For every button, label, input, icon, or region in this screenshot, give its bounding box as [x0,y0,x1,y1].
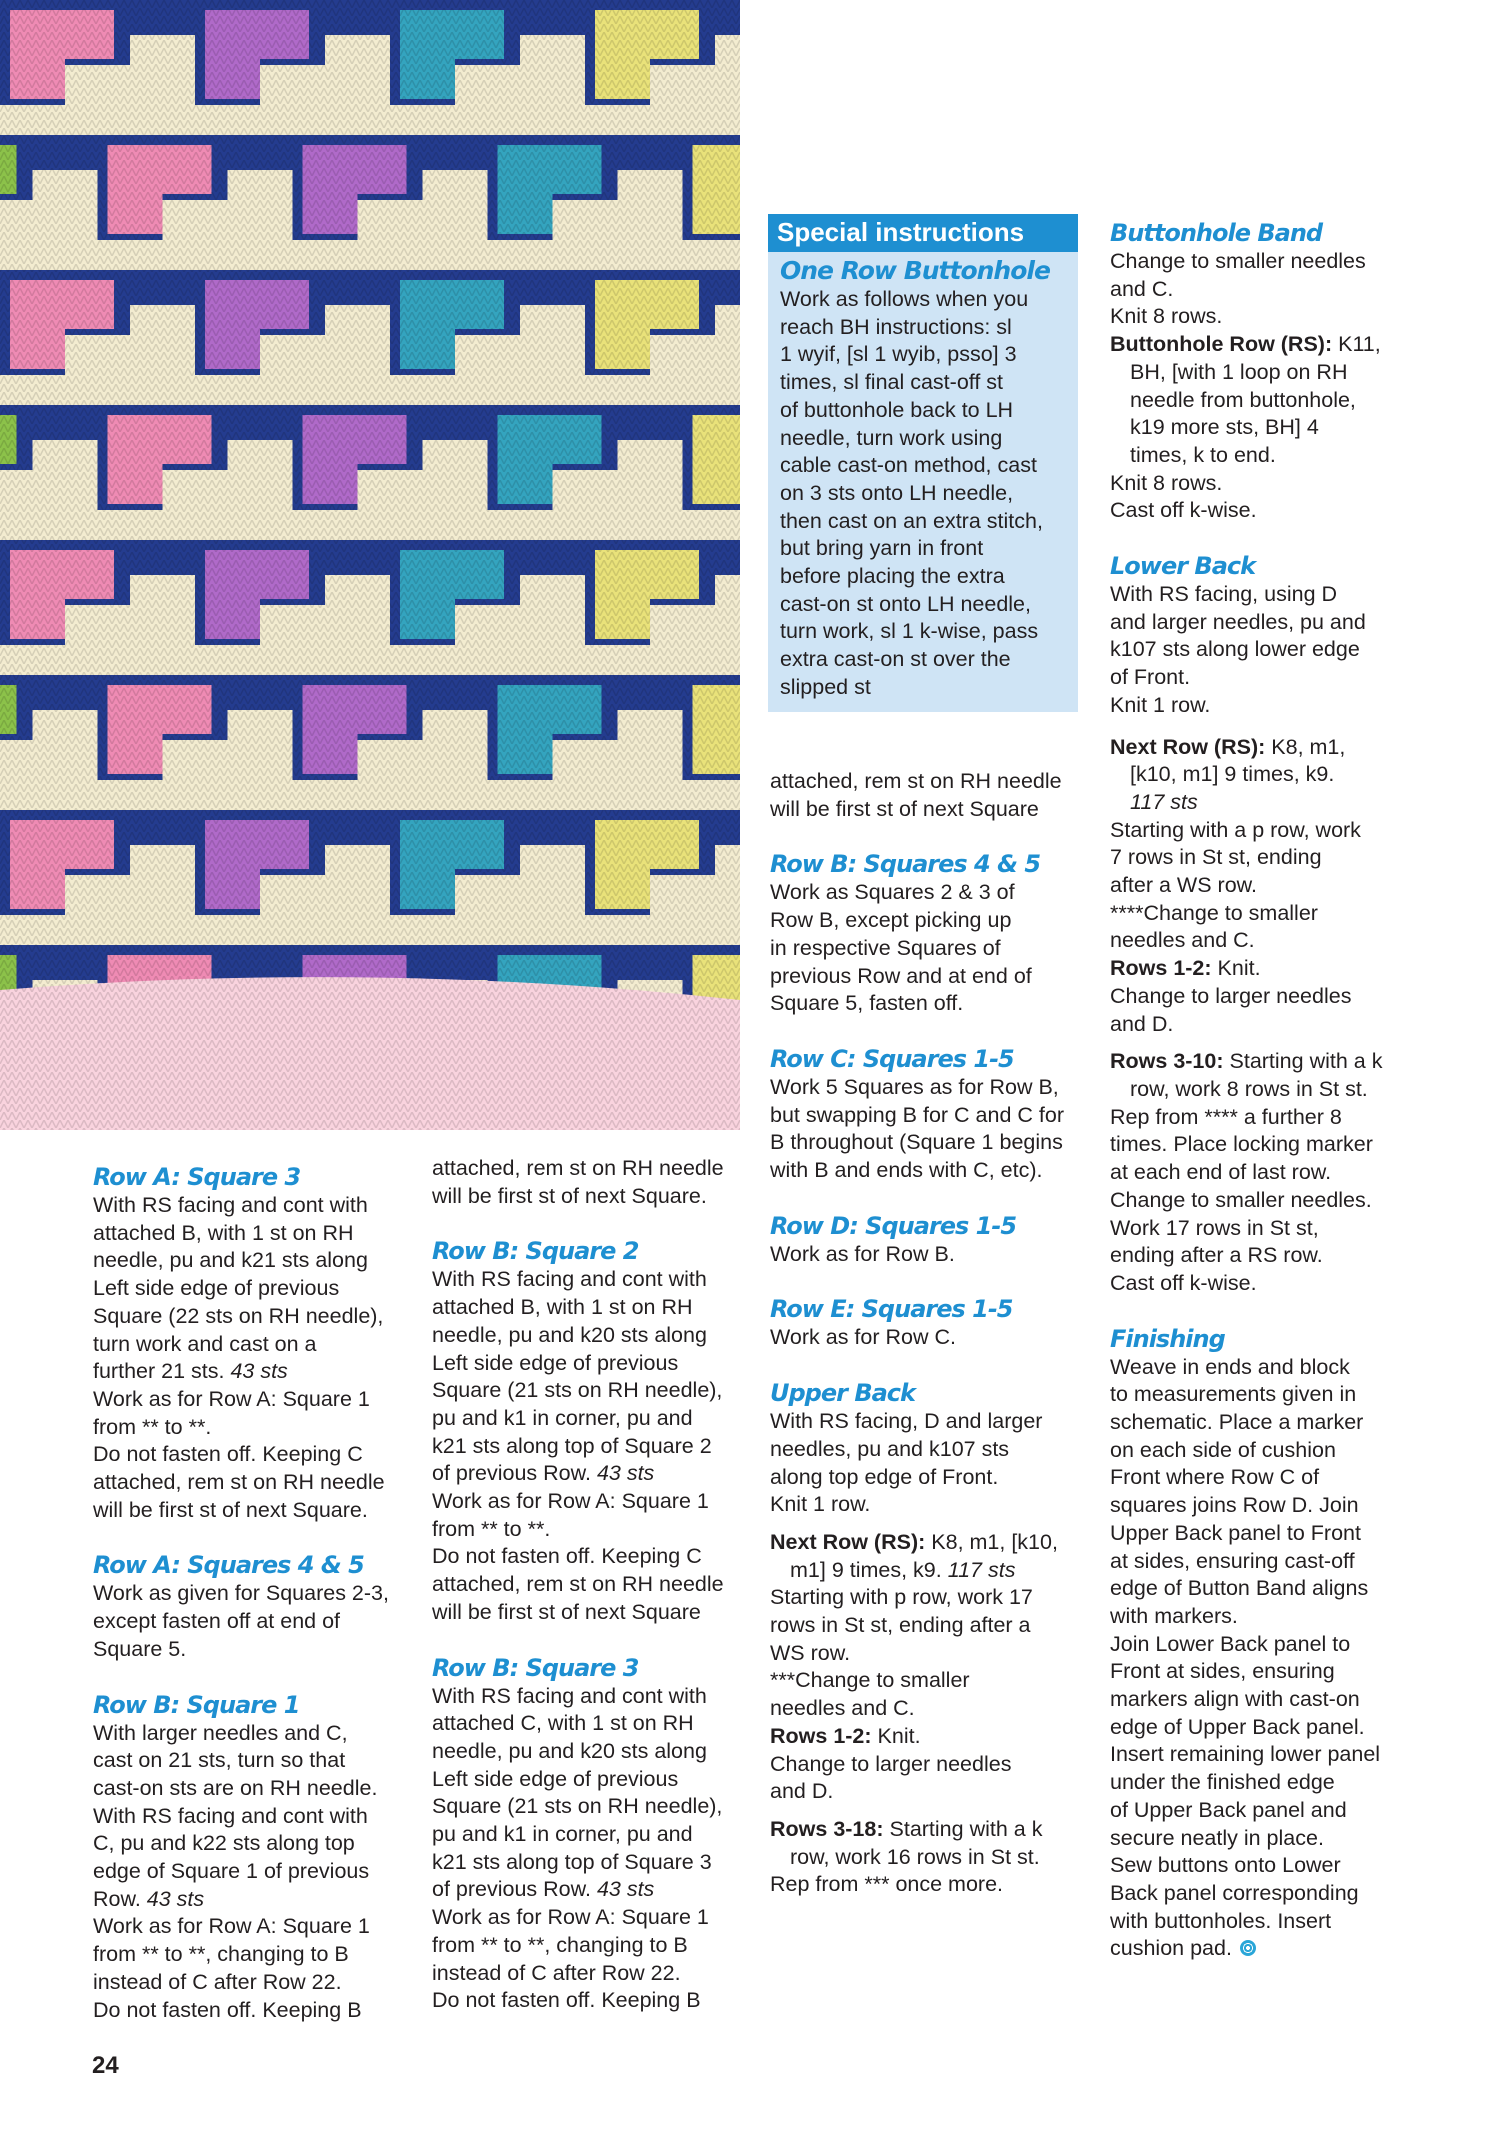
stitch-count: 43 sts [146,1886,205,1911]
text-line: Work as for Row B. [770,1241,955,1266]
text-line: Change to smaller needles [1110,249,1366,273]
text-line: attached, rem st on RH needle [432,1572,724,1597]
text-line: but bring yarn in front [780,536,984,561]
text-line: Square (22 sts on RH needle), [93,1303,384,1328]
text-line: cast on 21 sts, turn so that [93,1748,346,1773]
text-line: with B and ends with C, etc). [770,1158,1043,1183]
text-line: Left side edge of previous [93,1276,340,1301]
text-line: Change to larger needles [1110,983,1352,1008]
text-line: to measurements given in [1110,1382,1357,1407]
text-line: Left side edge of previous [432,1766,679,1791]
cushion-photo-illustration [0,0,740,1130]
text-line: pu and k1 in corner, pu and [432,1822,693,1847]
text-line: Do not fasten off. Keeping B [93,1997,362,2022]
text-line: Change to larger needles [770,1751,1012,1776]
text-line: attached B, with 1 st on RH [93,1220,354,1245]
text-line: Front where Row C of [1110,1465,1320,1490]
text-line [770,1816,1090,1844]
text-line: Starting with a p row, work [1110,817,1361,842]
text-fragment: K8, m1, [k10, [931,1529,1058,1554]
text-fragment: of previous Row. [432,1877,591,1902]
text-line: needle, turn work using [780,425,1003,450]
finishing-heading: Finishing [1110,1324,1225,1353]
text-line: With RS facing and cont with [432,1683,707,1708]
text-line: Knit 1 row. [1110,692,1211,717]
text-line: slipped st [780,674,871,699]
text-line: Work as for Row C. [770,1325,956,1350]
text-line: row, work 8 rows in St st. [1130,1076,1368,1101]
text-line: row, work 16 rows in St st. [790,1844,1040,1869]
text-line: Rep from **** a further 8 [1110,1104,1342,1129]
text-line [1110,734,1450,762]
text-line: from ** to **. [93,1414,212,1439]
special-instructions-box [768,214,1078,712]
text-line: rows in St st, ending after a [770,1613,1031,1638]
text-line: secure neatly in place. [1110,1825,1324,1850]
text-line [770,1529,1090,1557]
column-2 [432,1155,752,2015]
stitch-count: 117 sts [1130,789,1198,814]
text-line: times, k to end. [1130,442,1276,467]
text-line: edge of Button Band aligns [1110,1576,1369,1601]
text-fragment: Knit. [1217,956,1261,981]
text-line: Work as follows when you [780,287,1029,311]
text-line: schematic. Place a marker [1110,1410,1364,1435]
text-line: will be first st of next Square [770,796,1039,821]
text-line: With RS facing, using D [1110,582,1338,607]
text-line: attached, rem st on RH needle [770,769,1062,793]
text-line [1110,1048,1450,1076]
text-line: Work as for Row A: Square 1 [93,1914,370,1939]
upper-back-heading: Upper Back [770,1379,915,1408]
row-a-square-3-heading: Row A: Square 3 [93,1163,301,1191]
text-line: needle, pu and k20 sts along [432,1322,707,1347]
text-line: needles and C. [770,1696,915,1721]
text-line: k21 sts along top of Square 3 [432,1849,712,1874]
text-line: after a WS row. [1110,873,1257,898]
text-line: but swapping B for C and C for [770,1102,1064,1127]
text-line: Back panel corresponding [1110,1880,1359,1905]
row-c-squares-heading: Row C: Squares 1-5 [770,1044,1014,1073]
text-line: attached C, with 1 st on RH [432,1711,694,1736]
text-line: With RS facing and cont with [93,1193,368,1217]
text-line: before placing the extra [780,564,1005,589]
text-line [1110,955,1450,983]
stitch-count: 43 sts [596,1461,655,1486]
column-1 [93,1162,413,2024]
text-line: Knit 8 rows. [1110,470,1223,495]
text-line: cable cast-on method, cast [780,453,1037,478]
row-b-square-3-heading: Row B: Square 3 [432,1653,639,1682]
page-number: 24 [92,2052,119,2079]
text-line [93,1358,413,1386]
column-4 [1110,218,1450,1963]
row-b-squares-4-5-heading: Row B: Squares 4 & 5 [770,850,1041,879]
text-line: 1 wyif, [sl 1 wyib, psso] 3 [780,342,1017,367]
text-line: turn work, sl 1 k-wise, pass [780,619,1039,644]
row-label: Next Row (RS): [770,1529,926,1554]
text-line: With RS facing and cont with [93,1803,368,1828]
text-line: from ** to **. [432,1516,551,1541]
text-line: ****Change to smaller [1110,900,1318,925]
row-label: Rows 1-2: [770,1723,872,1748]
text-line: Knit 1 row. [770,1492,871,1517]
text-fragment: K11, [1338,332,1381,357]
text-line: Do not fasten off. Keeping B [432,1988,701,2013]
text-line: ending after a RS row. [1110,1243,1323,1268]
text-line: Work 5 Squares as for Row B, [770,1074,1059,1099]
text-line: and D. [770,1779,834,1804]
text-line: Weave in ends and block [1110,1354,1350,1379]
text-line: reach BH instructions: sl [780,314,1012,339]
text-line: on 3 sts onto LH needle, [780,480,1014,505]
row-label: Buttonhole Row (RS): [1110,332,1333,357]
end-mark-icon [1240,1940,1256,1956]
text-line [432,1460,752,1488]
text-line: Upper Back panel to Front [1110,1520,1361,1545]
text-line: of Front. [1110,665,1191,690]
text-line: k21 sts along top of Square 2 [432,1433,712,1458]
text-line: needle, pu and k21 sts along [93,1248,368,1273]
text-fragment: m1] 9 times, k9. [790,1557,942,1582]
text-line: cast-on st onto LH needle, [780,591,1031,616]
text-line: 7 rows in St st, ending [1110,845,1322,870]
text-line: attached, rem st on RH needle [432,1156,724,1180]
text-line: squares joins Row D. Join [1110,1493,1359,1518]
text-fragment: Starting with a k [1229,1049,1383,1074]
column-3 [770,768,1090,1899]
text-line: times. Place locking marker [1110,1132,1373,1157]
stitch-count: 43 sts [596,1877,655,1902]
text-fragment: Knit. [877,1723,921,1748]
text-line: Do not fasten off. Keeping C [432,1544,702,1569]
text-line: and D. [1110,1011,1174,1036]
text-line: attached, rem st on RH needle [93,1470,385,1495]
text-line: Sew buttons onto Lower [1110,1853,1341,1878]
text-line: then cast on an extra stitch, [780,508,1043,533]
text-line: Row B, except picking up [770,908,1012,933]
text-fragment: Row. [93,1886,141,1911]
text-line: Rep from *** once more. [770,1872,1004,1897]
text-line: Join Lower Back panel to [1110,1631,1351,1656]
text-line: BH, [with 1 loop on RH [1130,359,1348,384]
text-fragment: cushion pad. [1110,1936,1232,1961]
text-line: With RS facing and cont with [432,1267,707,1292]
text-line: Left side edge of previous [432,1350,679,1375]
text-line [1110,331,1450,359]
text-line: will be first st of next Square. [432,1183,707,1208]
text-line: [k10, m1] 9 times, k9. [1130,762,1335,787]
text-line: attached B, with 1 st on RH [432,1295,693,1320]
text-line: Work as for Row A: Square 1 [93,1386,370,1411]
text-line [93,1886,413,1914]
text-line: Knit 8 rows. [1110,304,1223,329]
text-line: with markers. [1110,1603,1238,1628]
text-line: k107 sts along lower edge [1110,637,1360,662]
text-fragment: Starting with a k [889,1816,1043,1841]
text-line: will be first st of next Square [432,1599,701,1624]
text-line: previous Row and at end of [770,963,1032,988]
text-line: Work as Squares 2 & 3 of [770,880,1015,905]
row-label: Rows 3-10: [1110,1049,1224,1074]
row-a-square-3-lines [93,1192,413,1524]
text-line: pu and k1 in corner, pu and [432,1405,693,1430]
text-line: edge of Square 1 of previous [93,1859,370,1884]
text-line: C, pu and k22 sts along top [93,1831,355,1856]
text-line: Cast off k-wise. [1110,1270,1257,1295]
text-line: Starting with p row, work 17 [770,1585,1033,1610]
text-line: edge of Upper Back panel. [1110,1714,1365,1739]
buttonhole-band-heading: Buttonhole Band [1110,219,1323,247]
special-instructions-body [768,252,1078,702]
stitch-count: 43 sts [230,1359,288,1384]
text-line: from ** to **, changing to B [432,1932,688,1957]
text-line [770,1557,1090,1585]
stitch-count: 117 sts [947,1557,1016,1582]
text-line: With RS facing, D and larger [770,1409,1043,1434]
row-label: Rows 1-2: [1110,956,1212,981]
text-line: needle from buttonhole, [1130,387,1356,412]
text-line: Change to smaller needles. [1110,1187,1372,1212]
text-line: ***Change to smaller [770,1668,970,1693]
text-line: under the finished edge [1110,1770,1335,1795]
row-b-square-2-heading: Row B: Square 2 [432,1237,639,1266]
text-line: With larger needles and C, [93,1720,348,1745]
text-line: along top edge of Front. [770,1464,999,1489]
text-line: will be first st of next Square. [93,1497,368,1522]
text-line: Work 17 rows in St st, [1110,1215,1319,1240]
text-line: at each end of last row. [1110,1160,1332,1185]
text-line: Work as for Row A: Square 1 [432,1905,709,1930]
text-line: with buttonholes. Insert [1110,1908,1332,1933]
text-fragment: of previous Row. [432,1461,591,1486]
text-line [770,1723,1090,1751]
text-line: needles and C. [1110,928,1255,953]
text-line: Square (21 sts on RH needle), [432,1794,723,1819]
text-line: from ** to **, changing to B [93,1942,349,1967]
text-line: Front at sides, ensuring [1110,1659,1335,1684]
text-line: Square (21 sts on RH needle), [432,1378,723,1403]
text-line: Square 5, fasten off. [770,991,964,1016]
text-line: cast-on sts are on RH needle. [93,1775,378,1800]
text-line: Square 5. [93,1636,187,1661]
row-a-squares-4-5-heading: Row A: Squares 4 & 5 [93,1551,364,1580]
text-line: Insert remaining lower panel [1110,1742,1381,1767]
text-line: B throughout (Square 1 begins [770,1130,1063,1155]
lower-back-heading: Lower Back [1110,552,1256,581]
text-line: of buttonhole back to LH [780,397,1014,422]
text-line: instead of C after Row 22. [432,1960,681,1985]
text-line: turn work and cast on a [93,1331,317,1356]
text-line: Cast off k-wise. [1110,498,1257,523]
text-fragment: K8, m1, [1271,734,1346,759]
text-line: extra cast-on st over the [780,647,1011,672]
text-line: on each side of cushion [1110,1437,1336,1462]
one-row-buttonhole-heading: One Row Buttonhole [780,256,1050,285]
row-d-squares-heading: Row D: Squares 1-5 [770,1211,1017,1240]
row-label: Rows 3-18: [770,1816,884,1841]
text-line: WS row. [770,1640,851,1665]
text-line: instead of C after Row 22. [93,1969,342,1994]
special-instructions-title: Special instructions [768,214,1078,252]
row-e-squares-heading: Row E: Squares 1-5 [770,1295,1013,1324]
text-line: at sides, ensuring cast-off [1110,1548,1355,1573]
text-line: except fasten off at end of [93,1609,341,1634]
text-line: times, sl final cast-off st [780,370,1004,395]
text-line: needles, pu and k107 sts [770,1436,1010,1461]
text-fragment: further 21 sts. [93,1359,225,1384]
text-line [1110,1935,1450,1963]
text-line: and larger needles, pu and [1110,609,1366,634]
row-label: Next Row (RS): [1110,734,1266,759]
text-line: and C. [1110,276,1174,301]
text-line: in respective Squares of [770,935,1001,960]
text-line: needle, pu and k20 sts along [432,1738,707,1763]
text-line: k19 more sts, BH] 4 [1130,415,1319,440]
knitted-cushion-photo [0,0,740,1130]
text-line: Work as given for Squares 2-3, [93,1581,389,1606]
text-line: Do not fasten off. Keeping C [93,1442,363,1467]
text-line: Work as for Row A: Square 1 [432,1489,709,1514]
text-line: markers align with cast-on [1110,1687,1360,1712]
text-line [432,1876,752,1904]
row-b-square-1-heading: Row B: Square 1 [93,1690,300,1719]
text-line: of Upper Back panel and [1110,1797,1347,1822]
